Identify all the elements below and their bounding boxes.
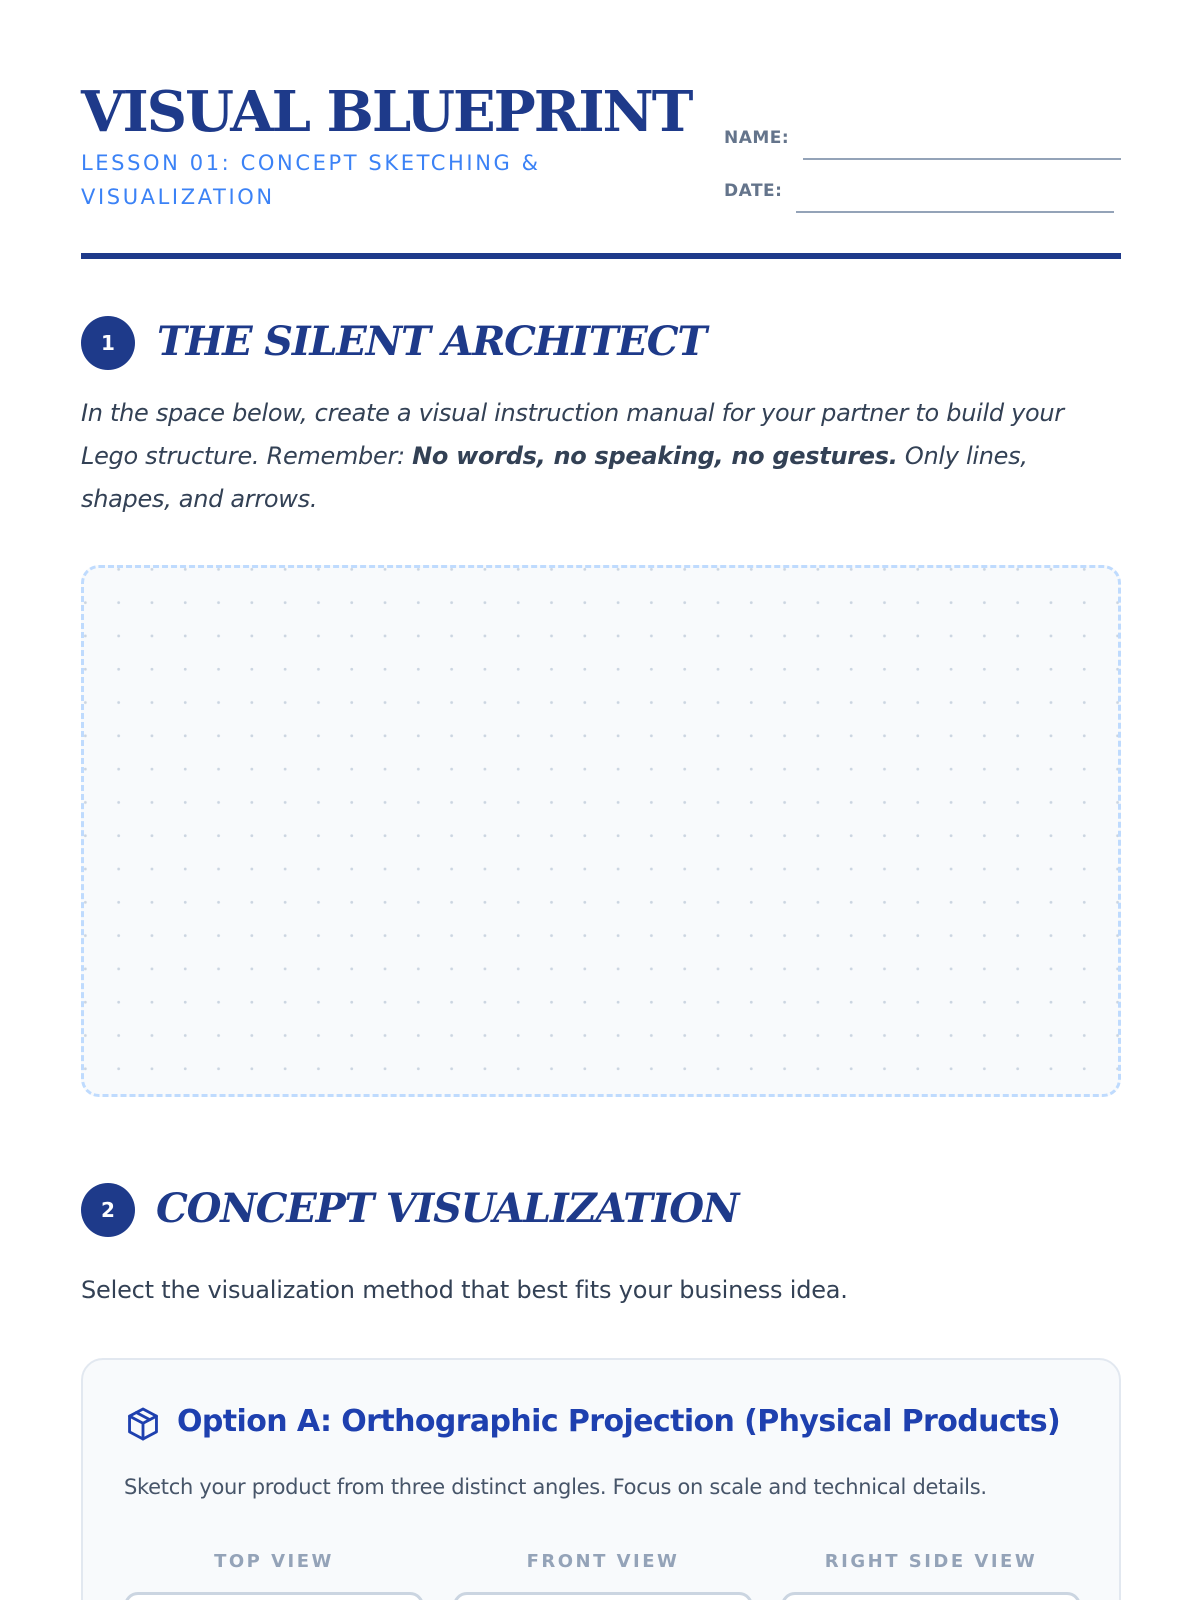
name-field[interactable]: [803, 158, 1121, 160]
instructions-text: In the space below, create a visual instruction manual for your partner to build your Lego structure. Remember:: [81, 399, 1064, 470]
lesson-subtitle: LESSON 01: CONCEPT SKETCHING & VISUALIZATION: [81, 151, 541, 209]
front-view-sketch-box[interactable]: [453, 1592, 753, 1600]
header-divider: [81, 253, 1121, 259]
section-number-badge: 2: [81, 1183, 135, 1237]
worksheet-header: [81, 80, 1121, 260]
name-label: NAME:: [724, 128, 790, 148]
section-title: CONCEPT VISUALIZATION: [156, 1185, 739, 1232]
section-number-badge: 1: [81, 316, 135, 370]
cube-icon: [124, 1405, 162, 1443]
option-a-description: Sketch your product from three distinct angles. Focus on scale and technical details.: [124, 1475, 987, 1499]
front-view-column: [453, 1547, 753, 1577]
instructions-text-end: Only lines, shapes, and arrows.: [81, 442, 1028, 513]
worksheet-page: [81, 0, 1121, 1600]
right-side-view-column: [781, 1547, 1081, 1577]
dot-grid-sketch-area[interactable]: [81, 565, 1121, 1097]
option-a-card: [81, 1358, 1121, 1600]
date-label: DATE:: [724, 181, 783, 201]
instructions-emphasis: No words, no speaking, no gestures.: [412, 442, 898, 470]
front-view-label: FRONT VIEW: [526, 1551, 680, 1572]
section-instructions: [81, 392, 1121, 521]
page-title: VISUAL BLUEPRINT: [81, 79, 692, 145]
date-field[interactable]: [796, 211, 1114, 213]
right-side-view-label: RIGHT SIDE VIEW: [824, 1551, 1038, 1572]
top-view-column: [124, 1547, 424, 1577]
section-description: Select the visualization method that best fits your business idea.: [81, 1276, 848, 1304]
section-title: THE SILENT ARCHITECT: [157, 318, 706, 365]
top-view-sketch-box[interactable]: [124, 1592, 424, 1600]
right-side-view-sketch-box[interactable]: [781, 1592, 1081, 1600]
option-a-title: Option A: Orthographic Projection (Physical Products): [177, 1404, 1061, 1439]
top-view-label: TOP VIEW: [214, 1551, 334, 1572]
